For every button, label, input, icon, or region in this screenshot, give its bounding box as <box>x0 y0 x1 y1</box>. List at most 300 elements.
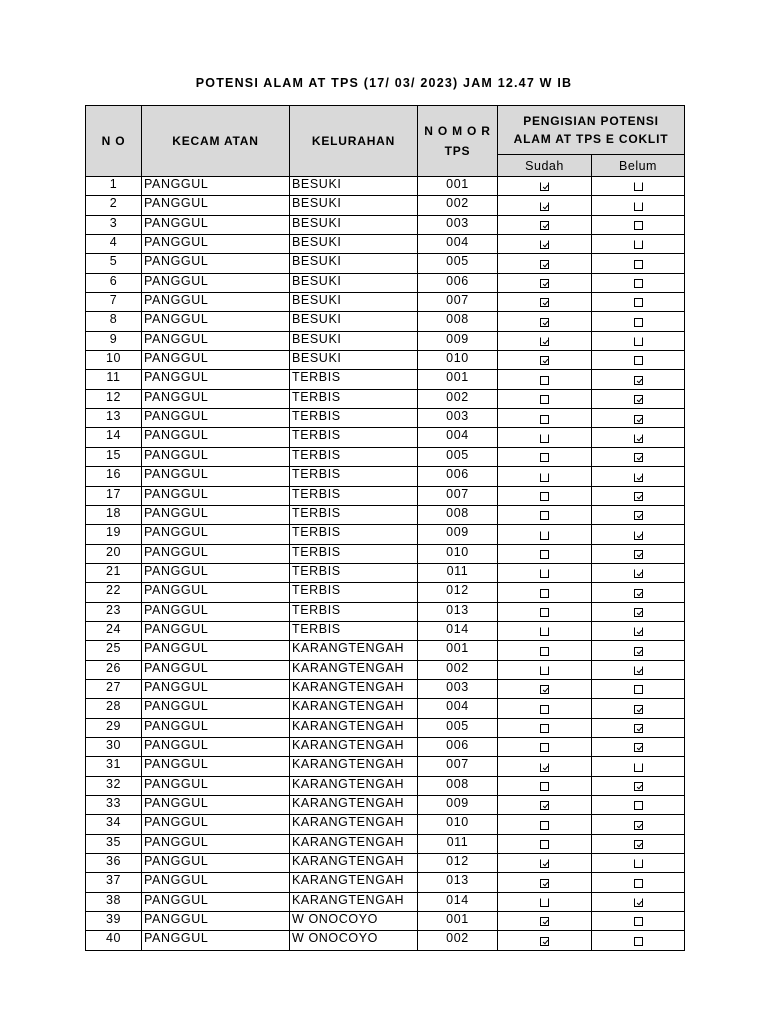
sudah-cell <box>498 331 592 350</box>
header-belum: Belum <box>592 155 685 177</box>
kelurahan-cell: KARANGTENGAH <box>290 834 418 853</box>
row-number: 31 <box>86 757 142 776</box>
table-row <box>86 196 685 215</box>
empty-box-icon[interactable] <box>540 531 549 540</box>
table-row <box>86 737 685 756</box>
sudah-cell <box>498 351 592 370</box>
row-number: 1 <box>86 177 142 196</box>
belum-cell <box>592 312 685 331</box>
kecamatan-cell: PANGGUL <box>142 486 290 505</box>
empty-box-icon[interactable] <box>634 298 643 307</box>
check-mark-icon <box>636 648 642 654</box>
check-mark-icon <box>543 319 549 325</box>
kelurahan-cell: TERBIS <box>290 389 418 408</box>
kelurahan-cell: TERBIS <box>290 428 418 447</box>
checked-box-icon[interactable] <box>634 550 643 559</box>
empty-box-icon[interactable] <box>540 666 549 675</box>
row-number: 8 <box>86 312 142 331</box>
empty-box-icon[interactable] <box>540 782 549 791</box>
kecamatan-cell: PANGGUL <box>142 544 290 563</box>
kecamatan-cell: PANGGUL <box>142 563 290 582</box>
sudah-cell <box>498 757 592 776</box>
checked-box-icon[interactable] <box>634 473 643 482</box>
belum-cell <box>592 447 685 466</box>
checked-box-icon[interactable] <box>634 434 643 443</box>
checked-box-icon[interactable] <box>540 879 549 888</box>
checked-box-icon[interactable] <box>634 395 643 404</box>
tps-number-cell: 012 <box>418 583 498 602</box>
table-row <box>86 602 685 621</box>
check-mark-icon <box>636 668 642 674</box>
row-number: 9 <box>86 331 142 350</box>
kelurahan-cell: KARANGTENGAH <box>290 892 418 911</box>
belum-cell <box>592 428 685 447</box>
table-row <box>86 796 685 815</box>
empty-box-icon[interactable] <box>540 705 549 714</box>
check-mark-icon <box>543 339 549 345</box>
tps-number-cell: 010 <box>418 351 498 370</box>
table-row <box>86 834 685 853</box>
belum-cell <box>592 563 685 582</box>
row-number: 2 <box>86 196 142 215</box>
table-row <box>86 177 685 196</box>
belum-cell <box>592 525 685 544</box>
checked-box-icon[interactable] <box>540 859 549 868</box>
sudah-cell <box>498 235 592 254</box>
belum-cell <box>592 602 685 621</box>
row-number: 6 <box>86 273 142 292</box>
kecamatan-cell: PANGGUL <box>142 931 290 950</box>
table-row <box>86 776 685 795</box>
sudah-cell <box>498 177 592 196</box>
tps-number-cell: 007 <box>418 757 498 776</box>
empty-box-icon[interactable] <box>540 589 549 598</box>
belum-cell <box>592 621 685 640</box>
header-sudah: Sudah <box>498 155 592 177</box>
check-mark-icon <box>636 629 642 635</box>
checked-box-icon[interactable] <box>634 666 643 675</box>
kelurahan-cell: TERBIS <box>290 602 418 621</box>
sudah-cell <box>498 563 592 582</box>
kelurahan-cell: TERBIS <box>290 467 418 486</box>
kelurahan-cell: BESUKI <box>290 273 418 292</box>
sudah-cell <box>498 467 592 486</box>
checked-box-icon[interactable] <box>634 627 643 636</box>
empty-box-icon[interactable] <box>634 240 643 249</box>
tps-number-cell: 008 <box>418 776 498 795</box>
empty-box-icon[interactable] <box>634 182 643 191</box>
table-row <box>86 912 685 931</box>
tps-number-cell: 014 <box>418 621 498 640</box>
belum-cell <box>592 177 685 196</box>
row-number: 37 <box>86 873 142 892</box>
row-number: 40 <box>86 931 142 950</box>
table-row <box>86 447 685 466</box>
check-mark-icon <box>543 261 549 267</box>
checked-box-icon[interactable] <box>634 511 643 520</box>
kecamatan-cell: PANGGUL <box>142 215 290 234</box>
belum-cell <box>592 486 685 505</box>
tps-number-cell: 010 <box>418 815 498 834</box>
empty-box-icon[interactable] <box>540 647 549 656</box>
belum-cell <box>592 331 685 350</box>
checked-box-icon[interactable] <box>540 801 549 810</box>
empty-box-icon[interactable] <box>634 763 643 772</box>
kecamatan-cell: PANGGUL <box>142 312 290 331</box>
belum-cell <box>592 737 685 756</box>
empty-box-icon[interactable] <box>540 395 549 404</box>
belum-cell <box>592 389 685 408</box>
table-row <box>86 351 685 370</box>
row-number: 14 <box>86 428 142 447</box>
empty-box-icon[interactable] <box>540 511 549 520</box>
check-mark-icon <box>636 784 642 790</box>
row-number: 18 <box>86 505 142 524</box>
row-number: 35 <box>86 834 142 853</box>
tps-number-cell: 002 <box>418 196 498 215</box>
empty-box-icon[interactable] <box>634 260 643 269</box>
row-number: 4 <box>86 235 142 254</box>
checked-box-icon[interactable] <box>634 705 643 714</box>
kelurahan-cell: BESUKI <box>290 331 418 350</box>
kecamatan-cell: PANGGUL <box>142 351 290 370</box>
checked-box-icon[interactable] <box>540 937 549 946</box>
check-mark-icon <box>636 745 642 751</box>
belum-cell <box>592 351 685 370</box>
check-mark-icon <box>636 590 642 596</box>
empty-box-icon[interactable] <box>540 627 549 636</box>
checked-box-icon[interactable] <box>634 647 643 656</box>
row-number: 13 <box>86 409 142 428</box>
tps-number-cell: 004 <box>418 699 498 718</box>
empty-box-icon[interactable] <box>634 937 643 946</box>
kelurahan-cell: TERBIS <box>290 621 418 640</box>
belum-cell <box>592 873 685 892</box>
table-row <box>86 699 685 718</box>
checked-box-icon[interactable] <box>634 492 643 501</box>
row-number: 29 <box>86 718 142 737</box>
empty-box-icon[interactable] <box>634 318 643 327</box>
kecamatan-cell: PANGGUL <box>142 912 290 931</box>
checked-box-icon[interactable] <box>540 279 549 288</box>
sudah-cell <box>498 621 592 640</box>
header-pengisian-line1: PENGISIAN POTENSI <box>523 114 659 128</box>
row-number: 34 <box>86 815 142 834</box>
empty-box-icon[interactable] <box>540 434 549 443</box>
kelurahan-cell: TERBIS <box>290 563 418 582</box>
empty-box-icon[interactable] <box>634 879 643 888</box>
table-row <box>86 583 685 602</box>
sudah-cell <box>498 312 592 331</box>
kecamatan-cell: PANGGUL <box>142 273 290 292</box>
checked-box-icon[interactable] <box>540 318 549 327</box>
empty-box-icon[interactable] <box>634 337 643 346</box>
kelurahan-cell: TERBIS <box>290 486 418 505</box>
sudah-cell <box>498 602 592 621</box>
kelurahan-cell: W ONOCOYO <box>290 931 418 950</box>
kecamatan-cell: PANGGUL <box>142 873 290 892</box>
tps-number-cell: 005 <box>418 254 498 273</box>
belum-cell <box>592 235 685 254</box>
kelurahan-cell: BESUKI <box>290 215 418 234</box>
sudah-cell <box>498 679 592 698</box>
sudah-cell <box>498 796 592 815</box>
empty-box-icon[interactable] <box>634 917 643 926</box>
checked-box-icon[interactable] <box>540 763 549 772</box>
table-row <box>86 525 685 544</box>
empty-box-icon[interactable] <box>540 473 549 482</box>
check-mark-icon <box>636 416 642 422</box>
table-row <box>86 544 685 563</box>
belum-cell <box>592 505 685 524</box>
row-number: 10 <box>86 351 142 370</box>
belum-cell <box>592 757 685 776</box>
check-mark-icon <box>543 184 549 190</box>
belum-cell <box>592 544 685 563</box>
row-number: 32 <box>86 776 142 795</box>
kelurahan-cell: BESUKI <box>290 196 418 215</box>
checked-box-icon[interactable] <box>634 840 643 849</box>
row-number: 23 <box>86 602 142 621</box>
tps-number-cell: 002 <box>418 389 498 408</box>
tps-number-cell: 001 <box>418 912 498 931</box>
kelurahan-cell: KARANGTENGAH <box>290 854 418 873</box>
kecamatan-cell: PANGGUL <box>142 815 290 834</box>
belum-cell <box>592 370 685 389</box>
empty-box-icon[interactable] <box>540 898 549 907</box>
checked-box-icon[interactable] <box>540 917 549 926</box>
sudah-cell <box>498 215 592 234</box>
kecamatan-cell: PANGGUL <box>142 641 290 660</box>
sudah-cell <box>498 834 592 853</box>
kecamatan-cell: PANGGUL <box>142 776 290 795</box>
kecamatan-cell: PANGGUL <box>142 718 290 737</box>
kelurahan-cell: KARANGTENGAH <box>290 737 418 756</box>
tps-number-cell: 007 <box>418 293 498 312</box>
table-row <box>86 370 685 389</box>
empty-box-icon[interactable] <box>540 550 549 559</box>
table-body <box>86 177 685 951</box>
empty-box-icon[interactable] <box>540 415 549 424</box>
tps-number-cell: 004 <box>418 235 498 254</box>
checked-box-icon[interactable] <box>540 182 549 191</box>
check-mark-icon <box>543 803 549 809</box>
checked-box-icon[interactable] <box>634 569 643 578</box>
kelurahan-cell: KARANGTENGAH <box>290 796 418 815</box>
checked-box-icon[interactable] <box>634 376 643 385</box>
table-row <box>86 892 685 911</box>
check-mark-icon <box>636 493 642 499</box>
row-number: 26 <box>86 660 142 679</box>
empty-box-icon[interactable] <box>540 376 549 385</box>
check-mark-icon <box>636 455 642 461</box>
empty-box-icon[interactable] <box>540 840 549 849</box>
table-row <box>86 273 685 292</box>
kecamatan-cell: PANGGUL <box>142 177 290 196</box>
check-mark-icon <box>636 435 642 441</box>
checked-box-icon[interactable] <box>540 260 549 269</box>
row-number: 36 <box>86 854 142 873</box>
sudah-cell <box>498 254 592 273</box>
checked-box-icon[interactable] <box>634 782 643 791</box>
check-mark-icon <box>636 552 642 558</box>
kelurahan-cell: BESUKI <box>290 293 418 312</box>
checked-box-icon[interactable] <box>634 821 643 830</box>
header-nomor-tps-line2: TPS <box>444 144 471 158</box>
check-mark-icon <box>636 474 642 480</box>
tps-number-cell: 009 <box>418 525 498 544</box>
empty-box-icon[interactable] <box>540 821 549 830</box>
tps-number-cell: 005 <box>418 718 498 737</box>
sudah-cell <box>498 892 592 911</box>
kecamatan-cell: PANGGUL <box>142 892 290 911</box>
kelurahan-cell: TERBIS <box>290 583 418 602</box>
sudah-cell <box>498 447 592 466</box>
kecamatan-cell: PANGGUL <box>142 699 290 718</box>
tps-number-cell: 003 <box>418 679 498 698</box>
table-row <box>86 815 685 834</box>
empty-box-icon[interactable] <box>634 356 643 365</box>
check-mark-icon <box>636 532 642 538</box>
row-number: 5 <box>86 254 142 273</box>
check-mark-icon <box>543 880 549 886</box>
check-mark-icon <box>636 571 642 577</box>
kecamatan-cell: PANGGUL <box>142 583 290 602</box>
check-mark-icon <box>543 300 549 306</box>
belum-cell <box>592 641 685 660</box>
check-mark-icon <box>543 358 549 364</box>
checked-box-icon[interactable] <box>540 240 549 249</box>
checked-box-icon[interactable] <box>634 589 643 598</box>
belum-cell <box>592 467 685 486</box>
empty-box-icon[interactable] <box>634 202 643 211</box>
empty-box-icon[interactable] <box>634 279 643 288</box>
empty-box-icon[interactable] <box>634 221 643 230</box>
checked-box-icon[interactable] <box>634 453 643 462</box>
checked-box-icon[interactable] <box>634 724 643 733</box>
check-mark-icon <box>543 919 549 925</box>
checked-box-icon[interactable] <box>540 356 549 365</box>
belum-cell <box>592 409 685 428</box>
kecamatan-cell: PANGGUL <box>142 834 290 853</box>
empty-box-icon[interactable] <box>540 743 549 752</box>
kelurahan-cell: KARANGTENGAH <box>290 699 418 718</box>
empty-box-icon[interactable] <box>540 724 549 733</box>
row-number: 30 <box>86 737 142 756</box>
checked-box-icon[interactable] <box>540 202 549 211</box>
tps-number-cell: 005 <box>418 447 498 466</box>
kelurahan-cell: W ONOCOYO <box>290 912 418 931</box>
tps-number-cell: 001 <box>418 370 498 389</box>
belum-cell <box>592 854 685 873</box>
kecamatan-cell: PANGGUL <box>142 254 290 273</box>
empty-box-icon[interactable] <box>540 608 549 617</box>
kecamatan-cell: PANGGUL <box>142 428 290 447</box>
belum-cell <box>592 912 685 931</box>
tps-number-cell: 004 <box>418 428 498 447</box>
kelurahan-cell: BESUKI <box>290 177 418 196</box>
belum-cell <box>592 660 685 679</box>
sudah-cell <box>498 737 592 756</box>
tps-number-cell: 002 <box>418 931 498 950</box>
kecamatan-cell: PANGGUL <box>142 235 290 254</box>
kelurahan-cell: TERBIS <box>290 370 418 389</box>
check-mark-icon <box>636 822 642 828</box>
kelurahan-cell: KARANGTENGAH <box>290 776 418 795</box>
checked-box-icon[interactable] <box>634 898 643 907</box>
belum-cell <box>592 718 685 737</box>
checked-box-icon[interactable] <box>634 743 643 752</box>
check-mark-icon <box>636 726 642 732</box>
checked-box-icon[interactable] <box>634 415 643 424</box>
table-row <box>86 563 685 582</box>
table-row <box>86 293 685 312</box>
kecamatan-cell: PANGGUL <box>142 679 290 698</box>
sudah-cell <box>498 718 592 737</box>
header-pengisian <box>498 106 685 155</box>
kecamatan-cell: PANGGUL <box>142 331 290 350</box>
kecamatan-cell: PANGGUL <box>142 370 290 389</box>
sudah-cell <box>498 912 592 931</box>
page-title: POTENSI ALAM AT TPS (17/ 03/ 2023) JAM 12.47 W IB <box>195 76 573 90</box>
empty-box-icon[interactable] <box>540 453 549 462</box>
checked-box-icon[interactable] <box>540 337 549 346</box>
row-number: 16 <box>86 467 142 486</box>
table-row <box>86 757 685 776</box>
tps-number-cell: 012 <box>418 854 498 873</box>
tps-number-cell: 010 <box>418 544 498 563</box>
empty-box-icon[interactable] <box>634 859 643 868</box>
kecamatan-cell: PANGGUL <box>142 854 290 873</box>
row-number: 22 <box>86 583 142 602</box>
check-mark-icon <box>543 764 549 770</box>
row-number: 33 <box>86 796 142 815</box>
belum-cell <box>592 254 685 273</box>
checked-box-icon[interactable] <box>540 221 549 230</box>
header-pengisian-line2: ALAM AT TPS E COKLIT <box>513 132 669 146</box>
belum-cell <box>592 931 685 950</box>
empty-box-icon[interactable] <box>540 569 549 578</box>
table-row <box>86 215 685 234</box>
empty-box-icon[interactable] <box>634 801 643 810</box>
kelurahan-cell: KARANGTENGAH <box>290 679 418 698</box>
kecamatan-cell: PANGGUL <box>142 389 290 408</box>
tps-number-cell: 001 <box>418 177 498 196</box>
checked-box-icon[interactable] <box>540 685 549 694</box>
belum-cell <box>592 815 685 834</box>
tps-number-cell: 013 <box>418 873 498 892</box>
row-number: 11 <box>86 370 142 389</box>
belum-cell <box>592 699 685 718</box>
kelurahan-cell: KARANGTENGAH <box>290 641 418 660</box>
checked-box-icon[interactable] <box>540 298 549 307</box>
check-mark-icon <box>543 281 549 287</box>
checked-box-icon[interactable] <box>634 531 643 540</box>
kecamatan-cell: PANGGUL <box>142 621 290 640</box>
sudah-cell <box>498 699 592 718</box>
checked-box-icon[interactable] <box>634 608 643 617</box>
table-row <box>86 312 685 331</box>
tps-number-cell: 003 <box>418 409 498 428</box>
header-nomor-tps-line1: N O M O R <box>424 124 491 138</box>
check-mark-icon <box>543 223 549 229</box>
kecamatan-cell: PANGGUL <box>142 602 290 621</box>
sudah-cell <box>498 505 592 524</box>
empty-box-icon[interactable] <box>634 685 643 694</box>
empty-box-icon[interactable] <box>540 492 549 501</box>
sudah-cell <box>498 389 592 408</box>
table-row <box>86 409 685 428</box>
